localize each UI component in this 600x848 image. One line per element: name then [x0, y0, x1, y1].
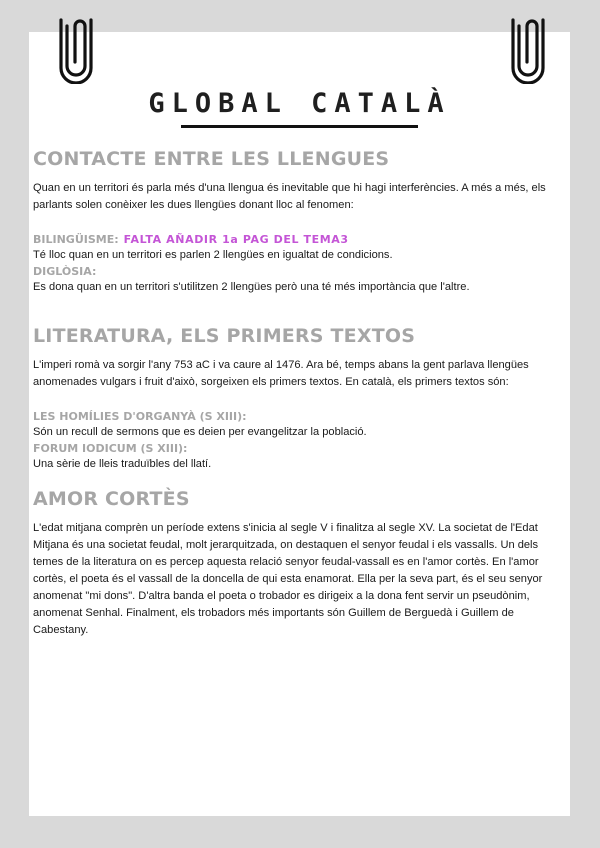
- title-underline: [181, 125, 418, 128]
- term-label: LES HOMÍLIES D'ORGANYÀ (S XIII):: [33, 410, 247, 423]
- todo-note: FALTA AÑADIR 1a PAG DEL TEMA3: [123, 233, 349, 246]
- paperclip-icon: [57, 12, 95, 84]
- term-label: BILINGÜISME:: [33, 233, 119, 246]
- term-definition: Una sèrie de lleis traduïbles del llatí.: [33, 458, 212, 470]
- term-label: DIGLÒSIA:: [33, 265, 97, 278]
- term-forum-iodicum: [33, 441, 567, 473]
- term-label-row: [33, 232, 567, 247]
- term-homilies: [33, 409, 567, 441]
- section-intro-contacte: Quan en un territori és parla més d'una llengua és inevitable que hi hagi interferències. A més a més, els parlants solen conèixer les dues llengües donant lloc al fenomen:: [33, 182, 546, 211]
- paperclip-icon: [509, 12, 547, 84]
- term-definition: Són un recull de sermons que es deien per evangelitzar la població.: [33, 426, 367, 438]
- term-bilinguisme: [33, 232, 567, 264]
- term-definition: Té lloc quan en un territori es parlen 2 llengües en igualtat de condicions.: [33, 249, 393, 261]
- document-title: GLOBAL CATALÀ: [148, 88, 451, 119]
- section-heading-literatura: LITERATURA, ELS PRIMERS TEXTOS: [33, 325, 416, 347]
- section-heading-contacte: CONTACTE ENTRE LES LLENGUES: [33, 148, 390, 170]
- section-intro-literatura: L'imperi romà va sorgir l'any 753 aC i va caure al 1476. Ara bé, temps abans la gent parlava llengües anomenades vulgars i fruit d'això, sorgeixen els primers textos. En català, els primers textos són:: [33, 359, 529, 388]
- section-heading-amor-cortes: AMOR CORTÈS: [33, 488, 190, 510]
- term-label: FORUM IODICUM (S XIII):: [33, 442, 188, 455]
- term-definition: Es dona quan en un territori s'utilitzen 2 llengües però una té més importància que l'altre.: [33, 281, 470, 293]
- section-text-amor-cortes: L'edat mitjana comprèn un període extens s'inicia al segle V i finalitza al segle XV. La societat de l'Edat Mitjana és una societat feudal, molt jerarquitzada, on destaquen el senyor feudal i els vassalls. Un dels temes de la literatura on es percep aquesta relació senyor feudal-vassall es en l'amor cortès. En l'amor cortès, el poeta és el vassall de la doncella de qui esta enamorat. Ella per la seva part, és el seu senyor anomenat "mi dons". D'altra banda el poeta o trobador es dirigeix a la dona fent servir un pseudònim, anomenat Senhal. Finalment, els trobadors més importants són Guillem de Berguedà i Guillem de Cabestany.: [33, 522, 543, 636]
- term-diglossia: [33, 264, 567, 296]
- document-body: [33, 145, 567, 639]
